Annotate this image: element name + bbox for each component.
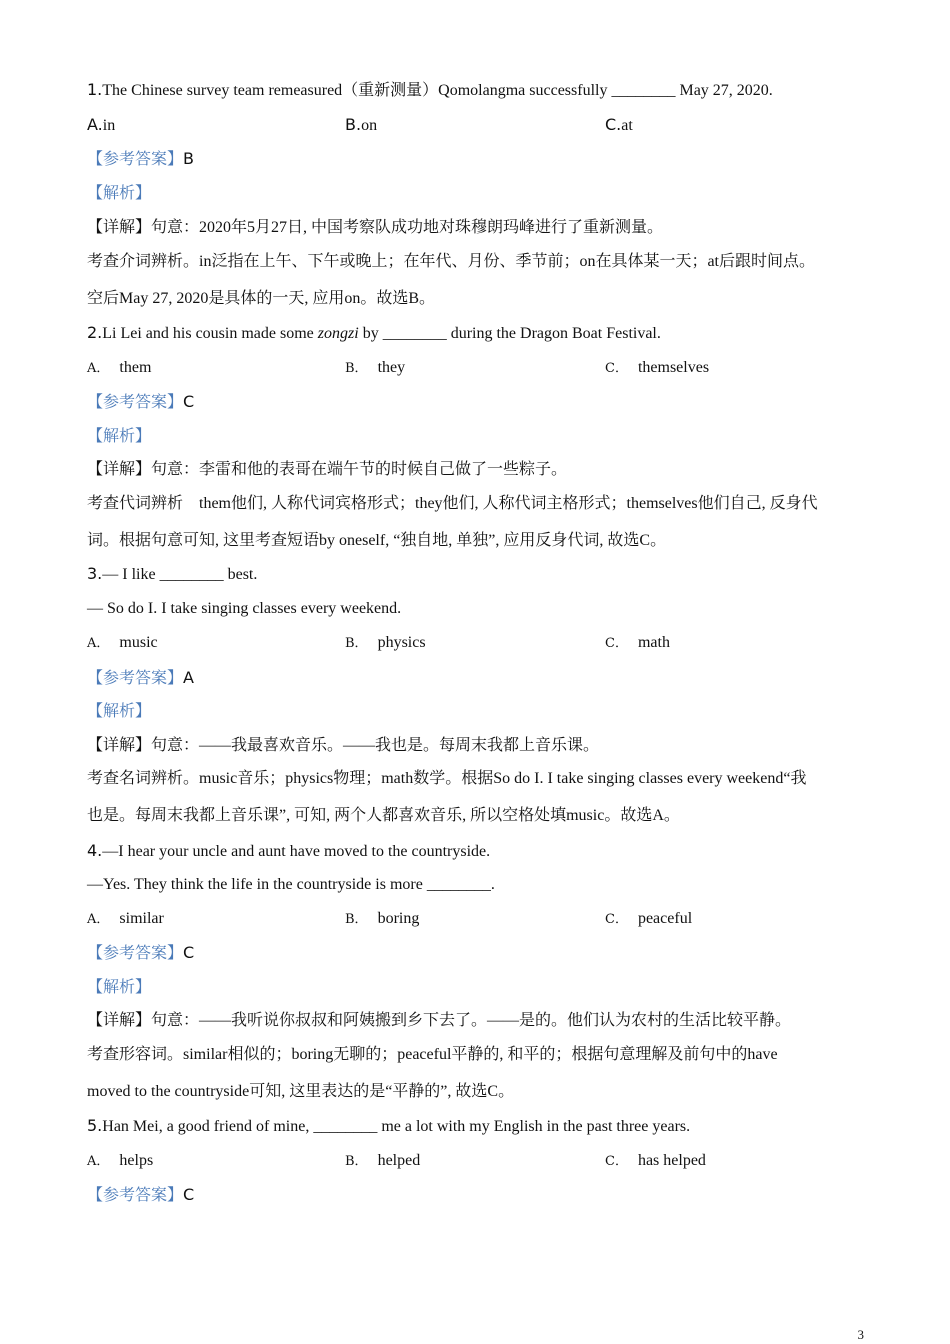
detail-line: 考查代词辨析 them他们, 人称代词宾格形式；they他们, 人称代词主格形式；themselves他们自己, 反身代 [87,495,818,512]
italic-word: zongzi [317,325,359,342]
answer-letter: B [183,149,194,168]
option-a: A． helps [87,1152,154,1169]
answer-letter: C [183,392,195,411]
option-a: A.in [87,115,116,134]
option-a: A． them [87,359,152,376]
answer-tag: 【参考答案】 [87,670,184,687]
option-c: C.at [605,115,633,134]
option-c: C． peaceful [605,910,693,927]
answer-line [87,942,864,965]
detail-line: 也是。每周末我都上音乐课”, 可知, 两个人都喜欢音乐, 所以空格处填music。故选A。 [87,807,680,824]
question-5-options [87,1150,867,1172]
question-number: 2. [87,323,103,342]
option-b: B． they [345,359,406,376]
detail-tag: 【详解】 [87,1012,152,1029]
question-5-stem: 5.Han Mei, a good friend of mine, ________ me a lot with my English in the past three years. [87,1116,691,1135]
question-1-stem [87,79,864,102]
answer-letter: C [183,1185,195,1204]
question-number: 5. [87,1116,103,1135]
detail-line: 【详解】句意：——我听说你叔叔和阿姨搬到乡下去了。——是的。他们认为农村的生活比较平静。 [87,1012,792,1029]
detail-line: 考查形容词。similar相似的；boring无聊的；peaceful平静的, 和平的；根据句意理解及前句中的have [87,1046,778,1063]
question-3-stem-line2: — So do I. I take singing classes every weekend. [87,600,402,617]
analysis-tag: 【解析】 [87,979,152,996]
question-1-options [87,114,867,136]
question-text: The Chinese survey team remeasured（重新测量）Qomolangma successfully ________ May 27, 2020. [102,82,773,99]
option-c: C． math [605,634,670,651]
detail-line: 【详解】句意：李雷和他的表哥在端午节的时候自己做了一些粽子。 [87,461,568,478]
option-a: A． similar [87,910,164,927]
analysis-tag: 【解析】 [87,428,152,445]
analysis-tag: 【解析】 [87,703,152,720]
question-number: 1. [87,80,103,99]
question-number: 4. [87,841,103,860]
analysis-tag: 【解析】 [87,185,152,202]
question-number: 3. [87,564,103,583]
detail-tag: 【详解】 [87,461,152,478]
question-4-options [87,908,867,930]
option-b: B． physics [345,634,426,651]
answer-line [87,667,864,690]
answer-tag: 【参考答案】 [87,151,184,168]
detail-line: 【详解】句意：——我最喜欢音乐。——我也是。每周末我都上音乐课。 [87,737,600,754]
detail-line: moved to the countryside可知, 这里表达的是“平静的”, 故选C。 [87,1083,515,1100]
detail-line: 词。根据句意可知, 这里考查短语by oneself, “独自地, 单独”, 应用反身代词, 故选C。 [87,532,667,549]
option-c: C． themselves [605,359,710,376]
detail-line: 考查介词辨析。in泛指在上午、下午或晚上；在年代、月份、季节前；on在具体某一天；at后跟时间点。 [87,253,815,270]
question-4-stem-line2: —Yes. They think the life in the countryside is more ________. [87,876,495,893]
option-b: B． boring [345,910,420,927]
detail-line: 考查名词辨析。music音乐；physics物理；math数学。根据So do I. I take singing classes every weekend“我 [87,770,807,787]
answer-tag: 【参考答案】 [87,1187,184,1204]
answer-letter: C [183,943,195,962]
answer-tag: 【参考答案】 [87,945,184,962]
page-number: 3 [857,1327,864,1342]
answer-line [87,1184,864,1207]
question-2-options [87,357,867,379]
detail-line: 【详解】句意：2020年5月27日, 中国考察队成功地对珠穆朗玛峰进行了重新测量。 [87,219,664,236]
option-a: A． music [87,634,158,651]
question-4-stem: 4.—I hear your uncle and aunt have moved to the countryside. [87,841,491,860]
answer-line [87,148,864,171]
option-b: B.on [345,115,378,134]
question-2-stem: 2.Li Lei and his cousin made some zongzi by ________ during the Dragon Boat Festival. [87,323,661,342]
question-3-stem: 3.— I like ________ best. [87,564,258,583]
answer-line [87,391,864,414]
question-3-options [87,632,867,654]
detail-line: 空后May 27, 2020是具体的一天, 应用on。故选B。 [87,290,436,307]
option-b: B． helped [345,1152,421,1169]
option-c: C． has helped [605,1152,706,1169]
answer-letter: A [183,668,194,687]
detail-tag: 【详解】 [87,219,152,236]
detail-tag: 【详解】 [87,737,152,754]
answer-tag: 【参考答案】 [87,394,184,411]
